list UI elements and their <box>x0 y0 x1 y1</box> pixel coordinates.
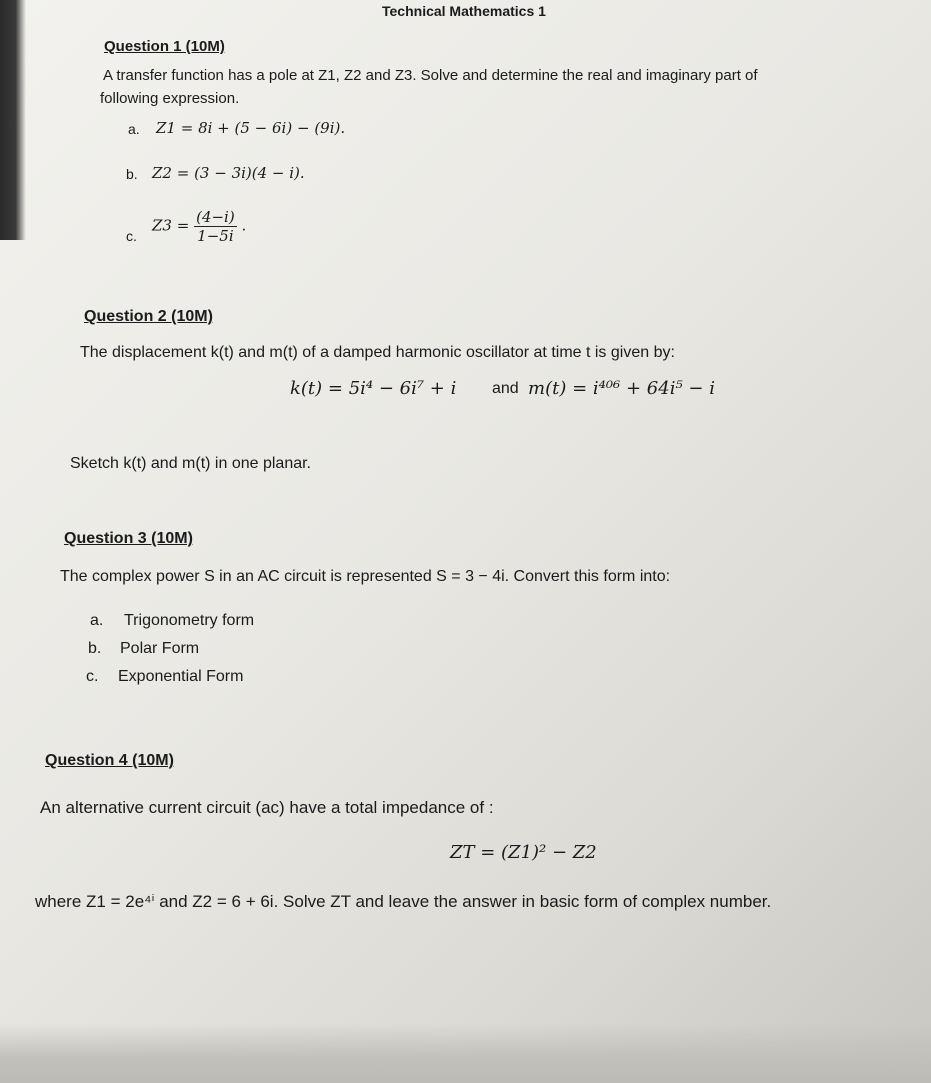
q1-intro-line2: following expression. <box>100 90 240 107</box>
q3-intro: The complex power S in an AC circuit is represented S = 3 − 4i. Convert this form into: <box>60 568 671 585</box>
q1-b-marker: b. <box>126 166 138 182</box>
q2-k-expr: k(t) = 5i⁴ − 6i⁷ + i <box>290 378 457 399</box>
q2-m-expr: m(t) = i⁴⁰⁶ + 64i⁵ − i <box>528 378 715 399</box>
q3-item-b-label: Polar Form <box>120 640 200 657</box>
q1-title: Question 1 (10M) <box>104 38 225 55</box>
q3-item-a-marker: a. <box>90 612 104 629</box>
q1-b-expr: Z2 = (3 − 3i)(4 − i). <box>152 164 305 182</box>
q1-c-fraction <box>194 208 237 245</box>
q3-item-c-marker: c. <box>86 668 99 685</box>
q1-c-numerator: (4−i) <box>196 208 235 226</box>
q1-c-tail: . <box>241 216 247 235</box>
q1-c-expr <box>152 208 246 245</box>
q1-intro-line1: A transfer function has a pole at Z1, Z2 and Z3. Solve and determine the real and imaginary part of <box>103 67 758 84</box>
q4-where-line: where Z1 = 2e⁴ⁱ and Z2 = 6 + 6i. Solve ZT and leave the answer in basic form of complex number. <box>35 892 772 911</box>
q3-item-c-label: Exponential Form <box>118 668 244 685</box>
q1-c-marker: c. <box>126 228 137 244</box>
q4-title: Question 4 (10M) <box>45 752 174 769</box>
q3-title: Question 3 (10M) <box>64 530 193 547</box>
q3-item-b-marker: b. <box>88 640 102 657</box>
q1-a-marker: a. <box>128 121 140 137</box>
q2-task: Sketch k(t) and m(t) in one planar. <box>70 455 311 472</box>
q1-c-denominator: 1−5i <box>197 227 234 245</box>
q2-title: Question 2 (10M) <box>84 308 213 325</box>
q1-c-lhs: Z3 = <box>152 216 190 235</box>
q3-item-a-label: Trigonometry form <box>124 612 255 629</box>
page-bottom-edge <box>0 1023 931 1083</box>
photo-shadow <box>0 0 26 240</box>
q2-intro: The displacement k(t) and m(t) of a damped harmonic oscillator at time t is given by: <box>80 344 675 361</box>
q4-equation: ZT = (Z1)² − Z2 <box>450 842 597 863</box>
q2-and: and <box>492 380 519 397</box>
document-header: Technical Mathematics 1 <box>382 3 546 19</box>
q4-intro: An alternative current circuit (ac) have a total impedance of : <box>40 798 494 817</box>
q1-a-expr: Z1 = 8i + (5 − 6i) − (9i). <box>156 119 346 137</box>
